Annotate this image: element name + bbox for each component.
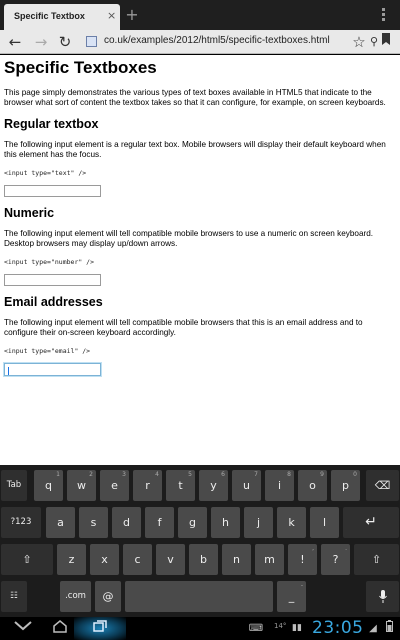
key-hint: 7 <box>254 471 258 478</box>
number-input-box[interactable] <box>4 274 101 286</box>
key-r[interactable]: r 4 <box>133 470 162 501</box>
key-backspace-icon[interactable]: ⌫ <box>366 470 399 501</box>
back-arrow-icon[interactable]: ← <box>8 33 22 51</box>
text-caret <box>8 367 9 375</box>
key-symbols[interactable]: ?123 <box>1 507 41 538</box>
web-page <box>0 55 400 465</box>
intro-text: This page simply demonstrates the various types of text boxes available in HTML5 that indicate to the browser what sort of content the textbox takes so that it can configure, for example, on screen keyboards. <box>4 88 386 107</box>
key-t[interactable]: t 5 <box>166 470 195 501</box>
section-description-numeric: The following input element will tell compatible mobile browsers to use a numeric on screen keyboard. Desktop browsers may display up/down arrows. <box>4 229 374 248</box>
key-j[interactable]: j <box>244 507 273 538</box>
key-mic-icon[interactable] <box>366 581 399 612</box>
key-g[interactable]: g <box>178 507 207 538</box>
key-at[interactable]: @ <box>95 581 121 612</box>
address-bar[interactable] <box>86 32 342 52</box>
page-title: Specific Textboxes <box>4 58 157 77</box>
key-w[interactable]: w 2 <box>67 470 96 501</box>
key-hint: 6 <box>221 471 225 478</box>
key-dotcom[interactable]: .com <box>60 581 91 612</box>
tab-close-icon[interactable]: × <box>107 9 117 22</box>
text-input-box[interactable] <box>4 185 101 197</box>
key-n[interactable]: n <box>222 544 251 575</box>
key-shift-left-icon[interactable]: ⇧ <box>1 544 53 575</box>
forward-arrow-icon[interactable]: → <box>34 33 48 51</box>
menu-overflow-icon[interactable] <box>380 6 386 23</box>
browser-tab[interactable] <box>4 4 120 30</box>
code-sample-email: <input type="email" /> <box>4 347 91 355</box>
code-sample-number: <input type="number" /> <box>4 258 95 266</box>
keyboard-icon: ⌨ <box>248 623 264 634</box>
key-hint: 2 <box>89 471 93 478</box>
recents-icon[interactable] <box>90 620 110 637</box>
code-sample-text: <input type="text" /> <box>4 169 87 177</box>
key-b[interactable]: b <box>189 544 218 575</box>
key-tab[interactable]: Tab <box>1 470 27 501</box>
key-o[interactable]: o 9 <box>298 470 327 501</box>
key-h[interactable]: h <box>211 507 240 538</box>
key-hint: 0 <box>353 471 357 478</box>
key-f[interactable]: f <box>145 507 174 538</box>
key-hint: 8 <box>287 471 291 478</box>
key-hint: - <box>300 582 303 589</box>
favicon-icon <box>86 36 97 47</box>
key-a[interactable]: a <box>46 507 75 538</box>
key-k[interactable]: k <box>277 507 306 538</box>
system-nav-bar <box>0 617 400 640</box>
url-text[interactable]: co.uk/examples/2012/html5/specific-textboxes.html <box>104 35 330 46</box>
onscreen-keyboard <box>0 465 400 617</box>
key-hint: 5 <box>188 471 192 478</box>
key-settings-icon[interactable]: ☷ <box>1 581 27 612</box>
key-v[interactable]: v <box>156 544 185 575</box>
key-q[interactable]: q 1 <box>34 470 63 501</box>
battery-temp-text: 14° <box>274 622 287 630</box>
status-time: 23:05 <box>312 618 364 638</box>
tab-strip <box>0 0 400 30</box>
home-icon[interactable] <box>49 620 71 637</box>
bookmark-star-icon[interactable]: ☆ <box>352 33 366 51</box>
key-m[interactable]: m <box>255 544 284 575</box>
key-underscore[interactable]: _ - <box>277 581 306 612</box>
key-d[interactable]: d <box>112 507 141 538</box>
back-icon[interactable] <box>10 620 36 637</box>
section-heading-email: Email addresses <box>4 295 103 309</box>
key-c[interactable]: c <box>123 544 152 575</box>
key-question[interactable]: ? . <box>321 544 350 575</box>
key-l[interactable]: l <box>310 507 339 538</box>
key-exclamation[interactable]: ! , <box>288 544 317 575</box>
search-icon[interactable]: ⚲ <box>369 35 379 48</box>
email-input-box[interactable] <box>4 363 101 376</box>
key-hint: 1 <box>56 471 60 478</box>
key-p[interactable]: p 0 <box>331 470 360 501</box>
key-hint: 9 <box>320 471 324 478</box>
new-tab-icon[interactable]: + <box>125 5 139 24</box>
section-description-regular: The following input element is a regular text box. Mobile browsers will display their default keyboard when this element has the focus. <box>4 140 386 159</box>
bookmarks-icon[interactable] <box>377 33 395 51</box>
key-hint: 3 <box>122 471 126 478</box>
key-hint: . <box>345 545 347 552</box>
key-z[interactable]: z <box>57 544 86 575</box>
key-enter-icon[interactable]: ↵ <box>343 507 399 538</box>
key-space[interactable] <box>125 581 273 612</box>
key-u[interactable]: u 7 <box>232 470 261 501</box>
section-heading-numeric: Numeric <box>4 206 55 220</box>
reload-icon[interactable]: ↻ <box>58 33 72 51</box>
tab-title: Specific Textbox <box>14 11 85 21</box>
key-i[interactable]: i 8 <box>265 470 294 501</box>
key-s[interactable]: s <box>79 507 108 538</box>
section-heading-regular: Regular textbox <box>4 117 99 131</box>
key-hint: , <box>312 545 314 552</box>
wifi-icon: ◢ <box>369 623 377 634</box>
key-shift-right-icon[interactable]: ⇧ <box>354 544 399 575</box>
key-x[interactable]: x <box>90 544 119 575</box>
signal-icon: ▮▮ <box>292 623 302 633</box>
key-y[interactable]: y 6 <box>199 470 228 501</box>
battery-icon <box>383 620 395 637</box>
section-description-email: The following input element will tell compatible mobile browsers that this is an email address and to configure their on-screen keyboard accordingly. <box>4 318 363 337</box>
browser-toolbar <box>0 30 400 54</box>
key-hint: 4 <box>155 471 159 478</box>
key-e[interactable]: e 3 <box>100 470 129 501</box>
